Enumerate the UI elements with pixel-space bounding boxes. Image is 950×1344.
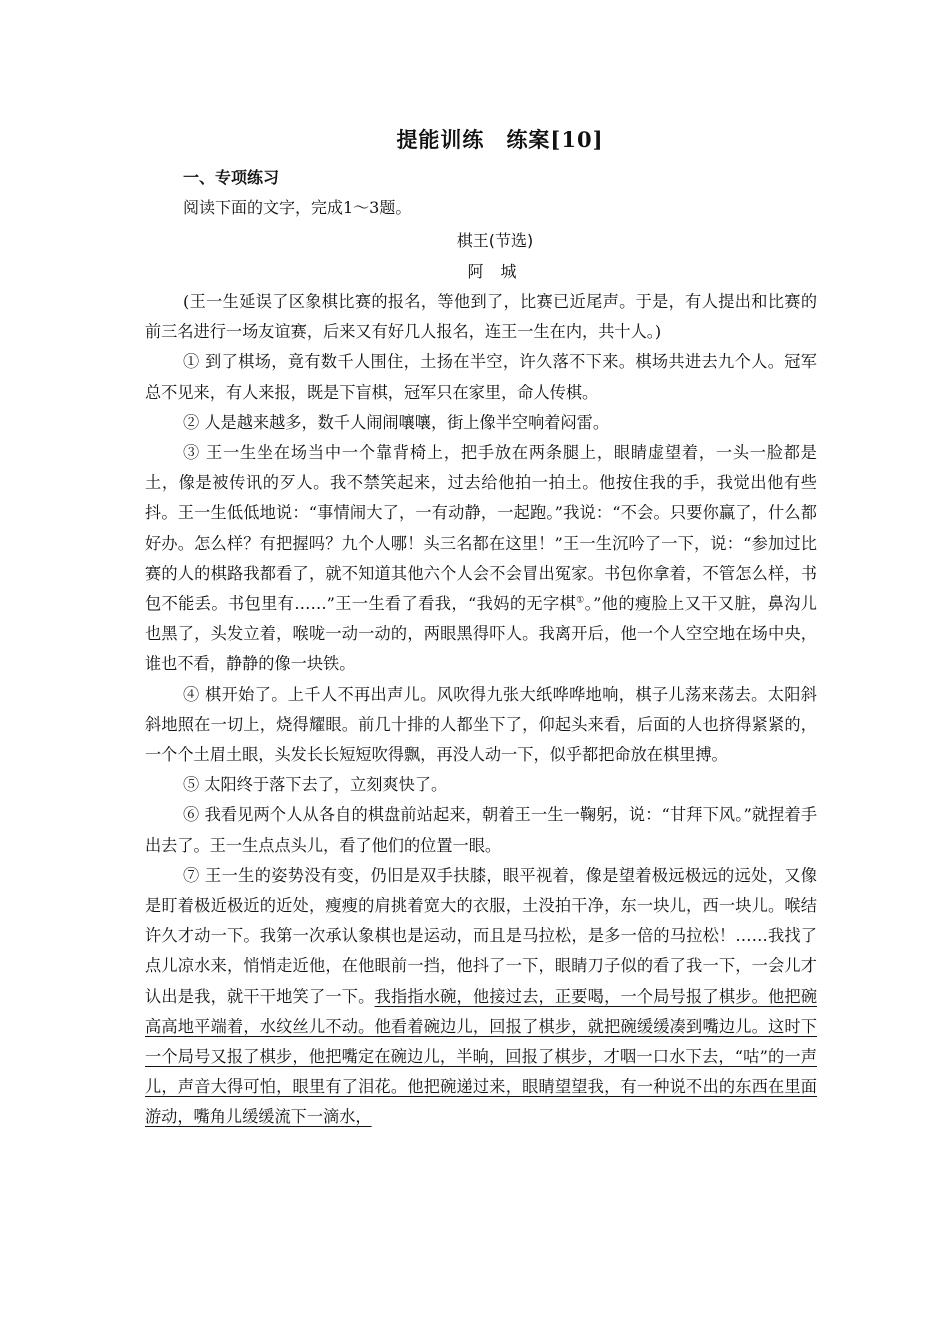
footnote-marker: ① xyxy=(576,595,585,606)
passage-title: 棋王(节选) xyxy=(456,231,534,250)
section-heading: 一、专项练习 xyxy=(183,168,280,187)
title-sub: 练案[10] xyxy=(506,127,604,152)
title-main: 提能训练 xyxy=(396,127,485,152)
paragraph-7-text: ⑦ 王一生的姿势没有变，仍旧是双手扶膝，眼平视着，像是望着极远极远的远处，又像是盯着极近极近的近处，瘦瘦的肩挑着宽大的衣服，土没拍干净，东一块儿，西一块儿。喉结许久才动一下。我第一次承认象棋也是运动，而且是马拉松，是多一倍的马拉松！……我找了点儿凉水来，悄悄走近他，在他眼前一挡，他抖了一下，眼睛刀子似的看了我一下，一会儿才认出是我，就干干地笑了一下。 xyxy=(145,865,817,1006)
paragraph-3 xyxy=(145,438,817,680)
paragraph-1: ① 到了棋场，竟有数千人围住，土扬在半空，许久落不下来。棋场共进去九个人。冠军总不见来，有人来报，既是下盲棋，冠军只在家里，命人传棋。 xyxy=(145,352,817,402)
paragraph-2: ② 人是越来越多，数千人闹闹嚷嚷，街上像半空响着闷雷。 xyxy=(183,412,610,432)
paragraph-4: ④ 棋开始了。上千人不再出声儿。风吹得九张大纸哗哗地响，棋子儿荡来荡去。太阳斜斜地照在一切上，烧得耀眼。前几十排的人都坐下了，仰起头来看，后面的人也挤得紧紧的，一个个土眉土眼，头发长长短短吹得飘，再没人动一下，似乎都把命放在棋里搏。 xyxy=(145,684,817,765)
instruction-text: 阅读下面的文字，完成1～3题。 xyxy=(183,198,412,217)
paragraph-5: ⑤ 太阳终于落下去了，立刻爽快了。 xyxy=(183,775,448,795)
underlined-passage: 我指指水碗，他接过去，正要喝，一个局号报了棋步。他把碗高高地平端着，水纹丝儿不动。他看着碗边儿，回报了棋步，就把碗缓缓凑到嘴边儿。这时下一个局号又报了棋步，他把嘴定在碗边儿，半晌，回报了棋步，才咽一口水下去，“咕”的一声儿，声音大得可怕，眼里有了泪花。他把碗递过来，眼睛望望我，有一种说不出的东西在里面游动，嘴角儿缓缓流下一滴水， xyxy=(145,986,818,1127)
paragraph-7 xyxy=(145,861,817,1133)
paragraph-3-text-b: 。”他的瘦脸上又干又脏，鼻沟儿也黑了，头发立着，喉咙一动一动的，两眼黑得吓人。我离开后，他一个人空空地在场中央，谁也不看，静静的像一块铁。 xyxy=(145,594,817,674)
page-title xyxy=(0,124,950,154)
author-name: 阿 城 xyxy=(467,262,523,281)
paragraph-6: ⑥ 我看见两个人从各自的棋盘前站起来，朝着王一生一鞠躬，说：“甘拜下风。”就捏着手出去了。王一生点点头儿，看了他们的位置一眼。 xyxy=(145,805,817,855)
passage-body xyxy=(145,287,817,1133)
paragraph-intro: (王一生延误了区象棋比赛的报名，等他到了，比赛已近尾声。于是，有人提出和比赛的前三名进行一场友谊赛，后来又有好几人报名，连王一生在内，共十人。) xyxy=(145,292,817,342)
paragraph-3-text-a: ③ 王一生坐在场当中一个靠背椅上，把手放在两条腿上，眼睛虚望着，一头一脸都是土，像是被传讯的歹人。我不禁笑起来，过去给他拍一拍土。他按住我的手，我觉出他有些抖。王一生低低地说：“事情闹大了，一有动静，一起跑。”我说：“不会。只要你赢了，什么都好办。怎么样？有把握吗？九个人哪！头三名都在这里！”王一生沉吟了一下，说：“参加过比赛的人的棋路我都看了，就不知道其他六个人会不会冒出冤家。书包你拿着，不管怎么样，书包不能丢。书包里有……”王一生看了看我，“我妈的无字棋 xyxy=(145,443,817,614)
